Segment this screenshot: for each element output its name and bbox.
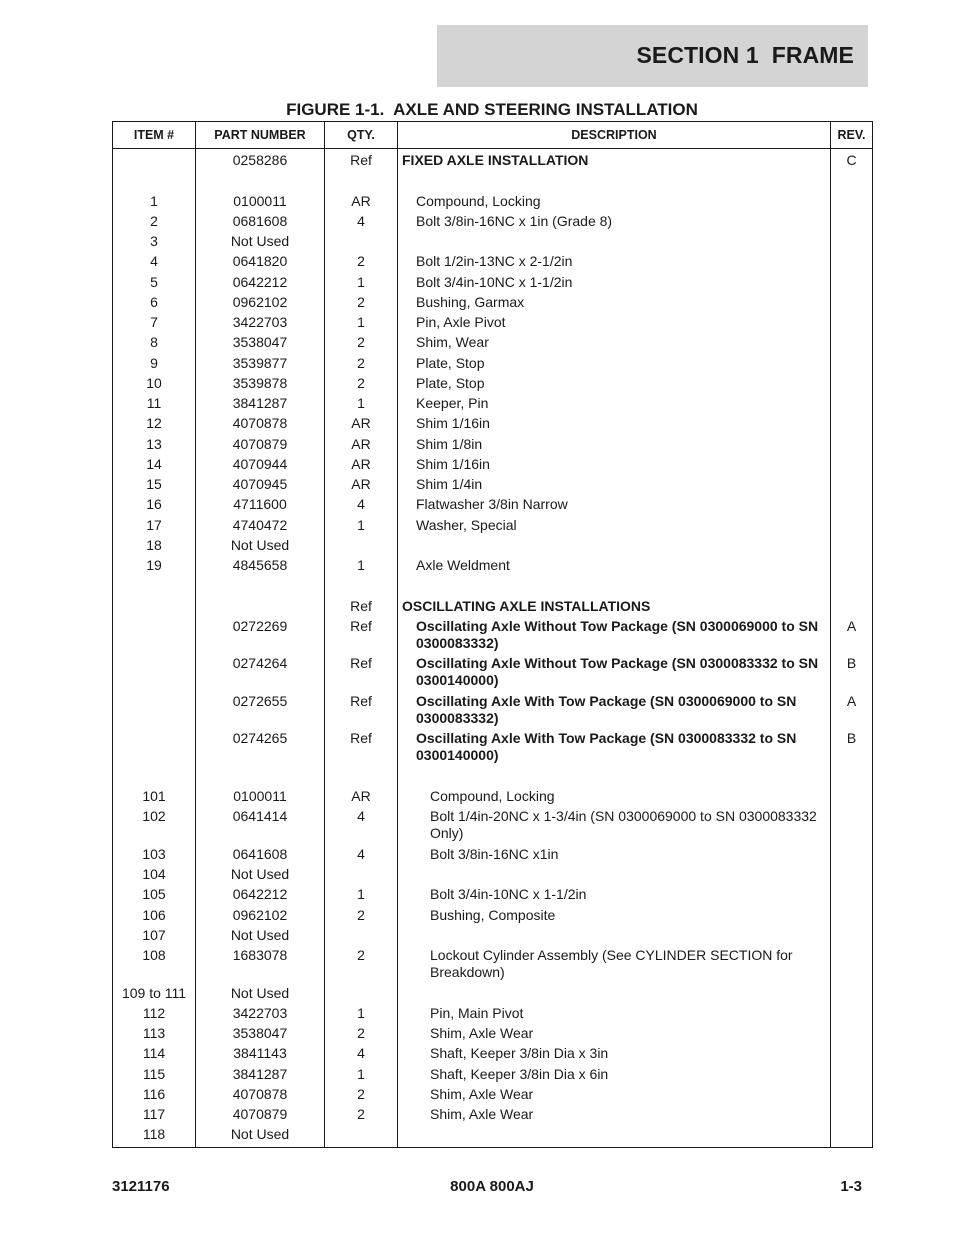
quantity: 4: [357, 808, 365, 825]
quantity: 1: [357, 886, 365, 903]
revision: [831, 334, 872, 354]
revision: [831, 1126, 872, 1146]
item-number: 104: [142, 866, 166, 882]
quantity: [325, 985, 397, 1005]
description: Oscillating Axle With Tow Package (SN 0300069000 to SN 0300083332): [416, 692, 797, 726]
part-number: 0681608: [232, 212, 288, 229]
part-number: 0100011: [233, 192, 287, 209]
description: OSCILLATING AXLE INSTALLATIONS: [402, 597, 651, 614]
revision: [831, 355, 872, 375]
revision: [831, 886, 872, 906]
description: [398, 985, 830, 1005]
quantity: Ref: [350, 730, 372, 747]
quantity: [325, 233, 397, 253]
revision: [831, 1086, 872, 1106]
parts-table: [112, 121, 873, 1148]
description: [398, 768, 830, 788]
part-number: 4740472: [232, 516, 288, 533]
item-number: 112: [142, 1004, 166, 1021]
description: Bolt 1/2in-13NC x 2-1/2in: [416, 253, 573, 270]
revision: [831, 233, 872, 253]
quantity: 1: [357, 557, 365, 573]
section-header-box: [437, 25, 868, 87]
description: Shim 1/16in: [416, 455, 490, 472]
item-number: [113, 618, 195, 656]
part-number: 4070879: [232, 1106, 288, 1122]
part-number: 3538047: [232, 1025, 288, 1041]
revision: A: [846, 692, 857, 709]
revision: [831, 768, 872, 788]
part-number: 4070878: [232, 415, 288, 432]
quantity: 2: [357, 1085, 365, 1102]
description: Bolt 3/8in-16NC x1in: [430, 845, 559, 862]
revision: [831, 557, 872, 577]
quantity: AR: [351, 192, 371, 209]
item-number: [113, 598, 195, 618]
description: Bolt 1/4in-20NC x 1-3/4in (SN 0300069000 to SN 0300083332 Only): [430, 808, 817, 842]
item-number: 15: [146, 476, 162, 492]
part-number: 0274265: [232, 730, 288, 747]
part-number: 4711600: [233, 496, 287, 513]
revision: [831, 808, 872, 846]
quantity: Ref: [350, 597, 372, 614]
part-number: 3841143: [233, 1045, 287, 1062]
part-number: 1683078: [232, 947, 288, 963]
quantity: [325, 577, 397, 597]
quantity: Ref: [350, 692, 372, 709]
description: Compound, Locking: [416, 192, 541, 209]
revision: B: [846, 730, 857, 747]
quantity: AR: [351, 476, 371, 492]
description: Shim, Axle Wear: [430, 1106, 534, 1122]
revision: [831, 172, 872, 192]
part-number: 0272269: [232, 617, 288, 634]
part-number: 4070878: [232, 1085, 288, 1102]
revision: C: [846, 152, 857, 168]
item-number: 106: [142, 906, 166, 923]
part-number: 0100011: [233, 788, 287, 804]
part-number: 3422703: [232, 1004, 288, 1021]
revision: [831, 1066, 872, 1086]
revision: [831, 537, 872, 557]
col-header-rev: REV.: [831, 122, 873, 149]
description: Bolt 3/8in-16NC x 1in (Grade 8): [416, 212, 613, 229]
quantity: 1: [357, 1065, 365, 1082]
item-number: 103: [142, 845, 166, 862]
quantity: AR: [351, 788, 371, 804]
item-number: 17: [146, 516, 162, 533]
part-number: 0642212: [232, 273, 288, 290]
part-number: 3841287: [232, 395, 288, 411]
quantity: 2: [357, 1025, 365, 1041]
item-number: 14: [146, 455, 162, 472]
description: Keeper, Pin: [416, 395, 489, 411]
part-number: 0642212: [232, 886, 288, 903]
quantity: [325, 927, 397, 947]
revision: [831, 927, 872, 947]
item-number: [113, 172, 195, 192]
revision: [831, 846, 872, 866]
quantity: Ref: [350, 152, 372, 168]
revision: [831, 274, 872, 294]
part-number: Not Used: [230, 233, 290, 249]
item-number: 105: [142, 886, 166, 903]
description: Plate, Stop: [416, 374, 485, 391]
description: FIXED AXLE INSTALLATION: [402, 152, 589, 168]
item-number: 117: [142, 1106, 166, 1122]
description: [398, 172, 830, 192]
item-number: [113, 768, 195, 788]
part-number: 3539877: [232, 354, 288, 371]
revision: [831, 456, 872, 476]
revision: [831, 1025, 872, 1045]
description: Bolt 3/4in-10NC x 1-1/2in: [430, 886, 587, 903]
quantity: [325, 537, 397, 557]
rev-column: [831, 149, 873, 1148]
revision: [831, 1106, 872, 1126]
part-number: Not Used: [230, 536, 290, 553]
item-number: [113, 577, 195, 597]
quantity: 4: [357, 1045, 365, 1062]
revision: [831, 496, 872, 516]
description: Bushing, Composite: [430, 906, 556, 923]
quantity: 2: [357, 293, 365, 310]
item-number: 114: [142, 1045, 166, 1062]
part-number: 0962102: [232, 293, 288, 310]
description: [398, 577, 830, 597]
item-number: 1: [150, 192, 158, 209]
quantity: 1: [357, 1004, 365, 1021]
item-number: 116: [142, 1085, 166, 1102]
part-number: 0274264: [232, 655, 288, 672]
part-number: Not Used: [230, 984, 290, 1001]
quantity: 4: [357, 212, 365, 229]
description: Pin, Main Pivot: [430, 1004, 524, 1021]
description: Axle Weldment: [416, 557, 510, 573]
part-number: 0258286: [232, 152, 288, 168]
quantity: 2: [357, 947, 365, 963]
revision: [831, 866, 872, 886]
revision: [831, 314, 872, 334]
col-header-qty: QTY.: [325, 122, 398, 149]
item-number: 102: [142, 808, 166, 825]
description: [398, 537, 830, 557]
description: Oscillating Axle Without Tow Package (SN 0300083332 to SN 0300140000): [416, 655, 819, 689]
item-number: 18: [146, 536, 162, 553]
revision: [831, 985, 872, 1005]
quantity: Ref: [350, 617, 372, 634]
quantity: 1: [357, 314, 365, 330]
part-number: [196, 577, 324, 597]
revision: [831, 788, 872, 808]
description: Shim, Wear: [416, 334, 489, 351]
description: Plate, Stop: [416, 354, 485, 371]
quantity: Ref: [350, 655, 372, 672]
description: Washer, Special: [416, 516, 517, 533]
quantity: 4: [357, 496, 365, 513]
part-number: 3538047: [232, 334, 288, 351]
item-number: 19: [146, 557, 162, 573]
part-number: 0641820: [232, 253, 288, 270]
revision: [831, 395, 872, 415]
item-number: 2: [150, 212, 158, 229]
part-number: 4070879: [232, 435, 288, 452]
quantity: [325, 866, 397, 886]
quantity: 2: [357, 354, 365, 371]
part-number: [196, 172, 324, 192]
part-number: Not Used: [230, 866, 290, 882]
footer-model: 800A 800AJ: [450, 1178, 534, 1195]
revision: B: [846, 655, 857, 672]
quantity: AR: [351, 455, 371, 472]
figure-title: FIGURE 1-1. AXLE AND STEERING INSTALLATION: [286, 100, 698, 119]
item-number: [113, 693, 195, 731]
revision: [831, 577, 872, 597]
revision: [831, 415, 872, 435]
revision: [831, 1005, 872, 1025]
quantity: 2: [357, 374, 365, 391]
part-number: 4070945: [232, 476, 288, 492]
col-header-description: DESCRIPTION: [398, 122, 831, 149]
col-header-item: ITEM #: [113, 122, 196, 149]
table-body: [113, 149, 873, 1148]
description: Bolt 3/4in-10NC x 1-1/2in: [416, 273, 573, 290]
revision: [831, 193, 872, 213]
revision: [831, 213, 872, 233]
item-number: 115: [142, 1065, 166, 1082]
footer-doc-number: 3121176: [112, 1178, 170, 1195]
description: Shim 1/8in: [416, 435, 483, 452]
description-column: [398, 149, 831, 1148]
part-number: 0962102: [232, 906, 288, 923]
table-header-row: [113, 122, 873, 149]
description: [398, 233, 830, 253]
part-number: 4070944: [232, 455, 288, 472]
revision: [831, 517, 872, 537]
part-number: 3422703: [232, 314, 288, 330]
description: [398, 1126, 830, 1146]
part-number: [196, 768, 324, 788]
item-number: 118: [142, 1126, 166, 1143]
item-number: 113: [142, 1025, 166, 1041]
part-number: 0641608: [232, 845, 288, 862]
quantity: 1: [357, 516, 365, 533]
quantity: 2: [357, 334, 365, 351]
quantity: [325, 1126, 397, 1146]
description: Bushing, Garmax: [416, 293, 525, 310]
item-number: 101: [142, 788, 166, 804]
description: Oscillating Axle Without Tow Package (SN 0300069000 to SN 0300083332): [416, 617, 819, 651]
description: Shim, Axle Wear: [430, 1025, 534, 1041]
revision: A: [846, 617, 857, 634]
item-number: 6: [150, 293, 158, 310]
description: Shim, Axle Wear: [430, 1085, 534, 1102]
quantity: 2: [357, 1106, 365, 1122]
quantity: 2: [357, 253, 365, 270]
item-number: 7: [150, 314, 158, 330]
revision: [831, 1045, 872, 1065]
item-column: [113, 149, 196, 1148]
description: Pin, Axle Pivot: [416, 314, 506, 330]
item-number: [113, 655, 195, 693]
part-number-column: [196, 149, 325, 1148]
item-number: 3: [150, 233, 158, 249]
quantity: AR: [351, 435, 371, 452]
description: Lockout Cylinder Assembly (See CYLINDER SECTION for Breakdown): [430, 947, 793, 980]
description: Shim 1/16in: [416, 415, 490, 432]
item-number: 5: [150, 273, 158, 290]
description: Flatwasher 3/8in Narrow: [416, 496, 568, 513]
quantity: 1: [357, 395, 365, 411]
description: Oscillating Axle With Tow Package (SN 0300083332 to SN 0300140000): [416, 730, 797, 764]
revision: [831, 476, 872, 496]
part-number: 3841287: [232, 1065, 288, 1082]
quantity: 4: [357, 845, 365, 862]
revision: [831, 436, 872, 456]
description: [398, 927, 830, 947]
item-number: [113, 152, 195, 172]
description: [398, 866, 830, 886]
quantity: [325, 172, 397, 192]
footer-page-number: 1-3: [840, 1178, 862, 1195]
revision: [831, 907, 872, 927]
part-number: 0272655: [232, 692, 288, 709]
section-title: SECTION 1 FRAME: [636, 42, 854, 68]
col-header-part-number: PART NUMBER: [196, 122, 325, 149]
quantity: 1: [357, 273, 365, 290]
item-number: 108: [142, 947, 166, 963]
item-number: 13: [146, 435, 162, 452]
revision: [831, 294, 872, 314]
quantity: AR: [351, 415, 371, 432]
revision: [831, 253, 872, 273]
part-number: 4845658: [232, 557, 288, 573]
item-number: 9: [150, 354, 158, 371]
quantity: [325, 768, 397, 788]
item-number: 16: [146, 496, 162, 513]
item-number: 10: [146, 374, 162, 391]
item-number: 107: [142, 926, 166, 943]
description: Shaft, Keeper 3/8in Dia x 3in: [430, 1045, 609, 1062]
description: Shim 1/4in: [416, 476, 483, 492]
item-number: 109 to 111: [121, 984, 187, 1001]
revision: [831, 598, 872, 618]
part-number: 3539878: [232, 374, 288, 391]
item-number: [113, 730, 195, 768]
item-number: 4: [150, 253, 158, 270]
part-number: [196, 598, 324, 618]
part-number: 0641414: [232, 808, 288, 825]
item-number: 11: [146, 395, 162, 411]
item-number: 12: [146, 415, 162, 432]
part-number: Not Used: [230, 926, 290, 943]
description: Shaft, Keeper 3/8in Dia x 6in: [430, 1065, 609, 1082]
revision: [831, 947, 872, 985]
quantity: 2: [357, 906, 365, 923]
qty-column: [325, 149, 398, 1148]
description: Compound, Locking: [430, 788, 555, 804]
part-number: Not Used: [230, 1126, 290, 1143]
item-number: 8: [150, 334, 158, 351]
revision: [831, 375, 872, 395]
